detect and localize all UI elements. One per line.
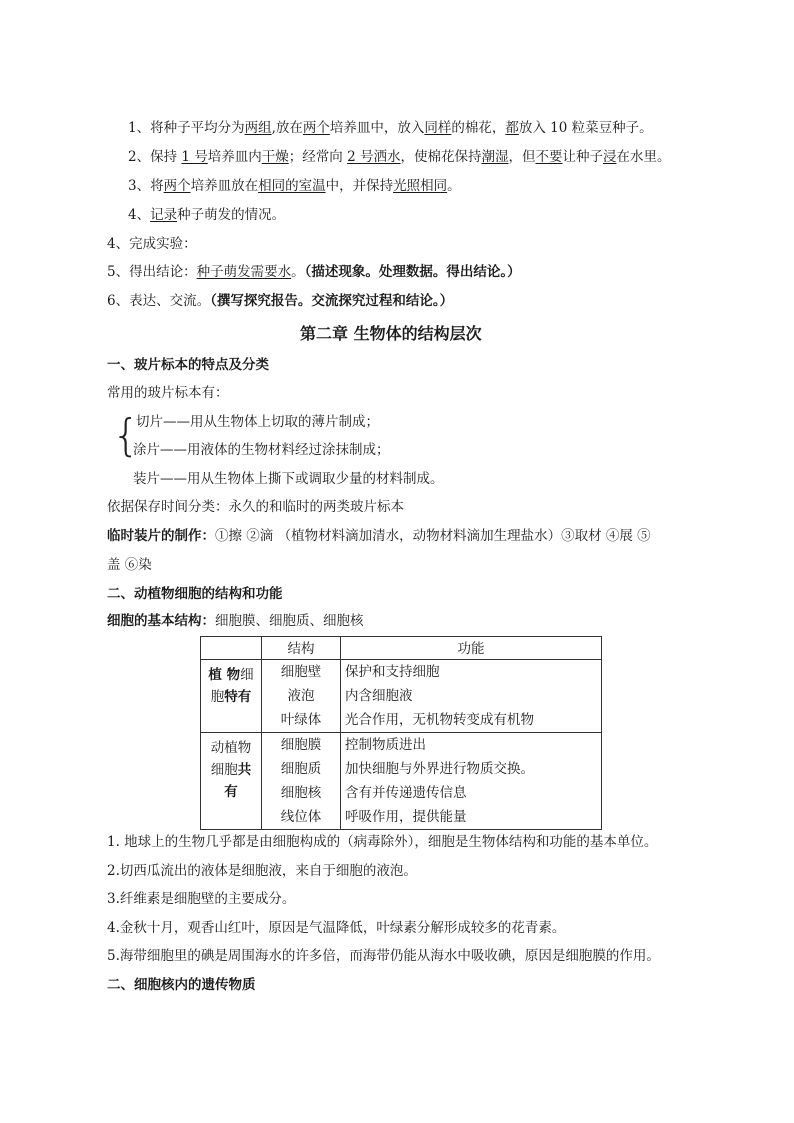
section-heading: 二、动植物细胞的结构和功能 (107, 586, 283, 602)
underlined-text: 2 号 (347, 149, 374, 165)
text: 4、完成实验： (107, 236, 197, 252)
text: ，使棉花保持 (400, 149, 482, 165)
step-2 (128, 148, 670, 166)
structure-name: 细胞核 (280, 785, 322, 801)
text: 动植物 (210, 740, 252, 756)
text: 种子萌发的情况。 (177, 207, 286, 223)
underlined-text: 1 号 (181, 149, 208, 165)
text: 6、表达、交流。 (107, 293, 211, 309)
bold-text: 细胞的基本结构： (107, 613, 215, 629)
bold-text: （撰写探究报告。交流探究过程和结论。） (210, 293, 454, 309)
type-item: 涂片——用液体的生物材料经过涂抹制成； (133, 442, 390, 458)
table-header: 结构 (262, 637, 341, 660)
note: 3.纤维素是细胞壁的主要成分。 (107, 891, 296, 907)
underlined-text: 光照相同 (393, 178, 448, 194)
text: ①擦 ②滴 （植物材料滴加清水，动物材料滴加生理盐水）③取材 ④展 ⑤ (215, 528, 651, 544)
text: 培养皿放在 (190, 178, 259, 194)
note: 1. 地球上的生物几乎都是由细胞构成的（病毒除外），细胞是生物体结构和功能的基本单位。 (107, 834, 658, 850)
underlined-text: 相同的室温 (258, 178, 326, 194)
text: 。 (447, 178, 461, 194)
section-intro: 常用的玻片标本有： (107, 385, 229, 401)
text: 的棉花， (451, 120, 506, 136)
text: 在水里。 (616, 149, 671, 165)
text: 培养皿中，放入 (329, 120, 425, 136)
bold-text: 有 (224, 784, 238, 800)
bold-text: 共 (237, 762, 252, 778)
structure-name: 细胞膜 (280, 737, 322, 753)
text: 让种子 (562, 149, 603, 165)
cell-structure-table (200, 636, 602, 830)
underlined-text: 记录 (150, 207, 178, 223)
structure-name: 线位体 (280, 809, 322, 825)
type-item: 切片——用从生物体上切取的薄片制成； (136, 414, 379, 430)
item-6 (107, 292, 453, 310)
structure-name: 液泡 (287, 688, 315, 704)
table-header: 功能 (341, 637, 602, 660)
function-text: 保护和支持细胞 (345, 664, 440, 680)
underlined-text: 同样 (424, 120, 452, 136)
note: 4.金秋十月，观香山红叶，原因是气温降低，叶绿素分解形成较多的花青素。 (107, 920, 566, 936)
step-1 (128, 119, 653, 137)
structure-cell (262, 660, 341, 733)
chapter-title: 第二章 生物体的结构层次 (300, 324, 482, 343)
category-cell (201, 660, 262, 733)
section-heading: 二、细胞核内的遗传物质 (107, 977, 256, 993)
structure-name: 叶绿体 (280, 712, 322, 728)
text: 。 (291, 264, 305, 280)
note: 2.切西瓜流出的液体是细胞液，来自于细胞的液泡。 (107, 863, 417, 879)
function-cell (341, 733, 602, 830)
text: ,放在 (271, 120, 303, 136)
note: 5.海带细胞里的碘是周围海水的许多倍，而海带仍能从海水中吸收碘，原因是细胞膜的作用。 (107, 948, 660, 964)
function-text: 加快细胞与外界进行物质交换。 (345, 761, 534, 777)
text: 放入 10 粒菜豆种子。 (518, 120, 653, 136)
text: ；经常向 (288, 149, 348, 165)
underlined-text: 两个 (302, 120, 330, 136)
function-text: 呼吸作用，提供能量 (345, 809, 467, 825)
category-cell (201, 733, 262, 830)
text: 细胞 (210, 762, 238, 778)
table-row (201, 733, 602, 830)
text: 中，并保持 (325, 178, 394, 194)
function-text: 光合作用，无机物转变成有机物 (345, 712, 534, 728)
underlined-text: 都 (505, 120, 519, 136)
function-text: 控制物质进出 (345, 737, 426, 753)
text: 3、将 (128, 178, 164, 194)
underlined-text: 两个 (163, 178, 191, 194)
text: 2、保持 (128, 149, 182, 165)
structure-cell (262, 733, 341, 830)
bold-text: 特有 (224, 689, 252, 705)
text: ，但 (508, 149, 536, 165)
underlined-text: 干燥 (261, 149, 289, 165)
bold-text: 临时装片的制作： (107, 528, 215, 544)
text: 4、 (128, 207, 151, 223)
bold-text: （描述现象。处理数据。得出结论。） (304, 264, 521, 280)
underlined-text: 不要 (535, 149, 563, 165)
left-brace-icon: { (112, 410, 140, 461)
temp-slide-steps (107, 527, 651, 545)
text: 细 (240, 667, 254, 683)
underlined-text: 种子萌发需要水 (196, 264, 292, 280)
function-cell (341, 660, 602, 733)
text: 1、将种子平均分为 (128, 120, 245, 136)
type-item: 装片——用从生物体上撕下或调取少量的材料制成。 (133, 471, 444, 487)
text: 细胞膜、细胞质、细胞核 (215, 613, 364, 629)
underlined-text: 两组 (244, 120, 272, 136)
step-3 (128, 177, 461, 195)
function-text: 内含细胞液 (345, 688, 413, 704)
underlined-text: 洒水 (373, 149, 401, 165)
step-4 (128, 206, 285, 224)
table-header (201, 637, 262, 660)
structure-name: 细胞质 (280, 761, 322, 777)
basic-structure (107, 612, 364, 630)
text: 胞 (210, 689, 225, 705)
temp-slide-steps-cont: 盖 ⑥染 (107, 557, 152, 573)
underlined-text: 浸 (602, 149, 617, 165)
item-5 (107, 263, 521, 281)
classification: 依据保存时间分类：永久的和临时的两类玻片标本 (107, 499, 404, 515)
table-row (201, 660, 602, 733)
underlined-text: 潮湿 (481, 149, 509, 165)
item-4 (107, 235, 197, 253)
table-header-row (201, 637, 602, 660)
text: 5、得出结论： (107, 264, 197, 280)
structure-name: 细胞壁 (280, 664, 322, 680)
bold-text: 植 物 (208, 667, 241, 683)
text: 培养皿内 (207, 149, 262, 165)
section-heading: 一、玻片标本的特点及分类 (107, 357, 269, 373)
function-text: 含有并传递遗传信息 (345, 785, 467, 801)
